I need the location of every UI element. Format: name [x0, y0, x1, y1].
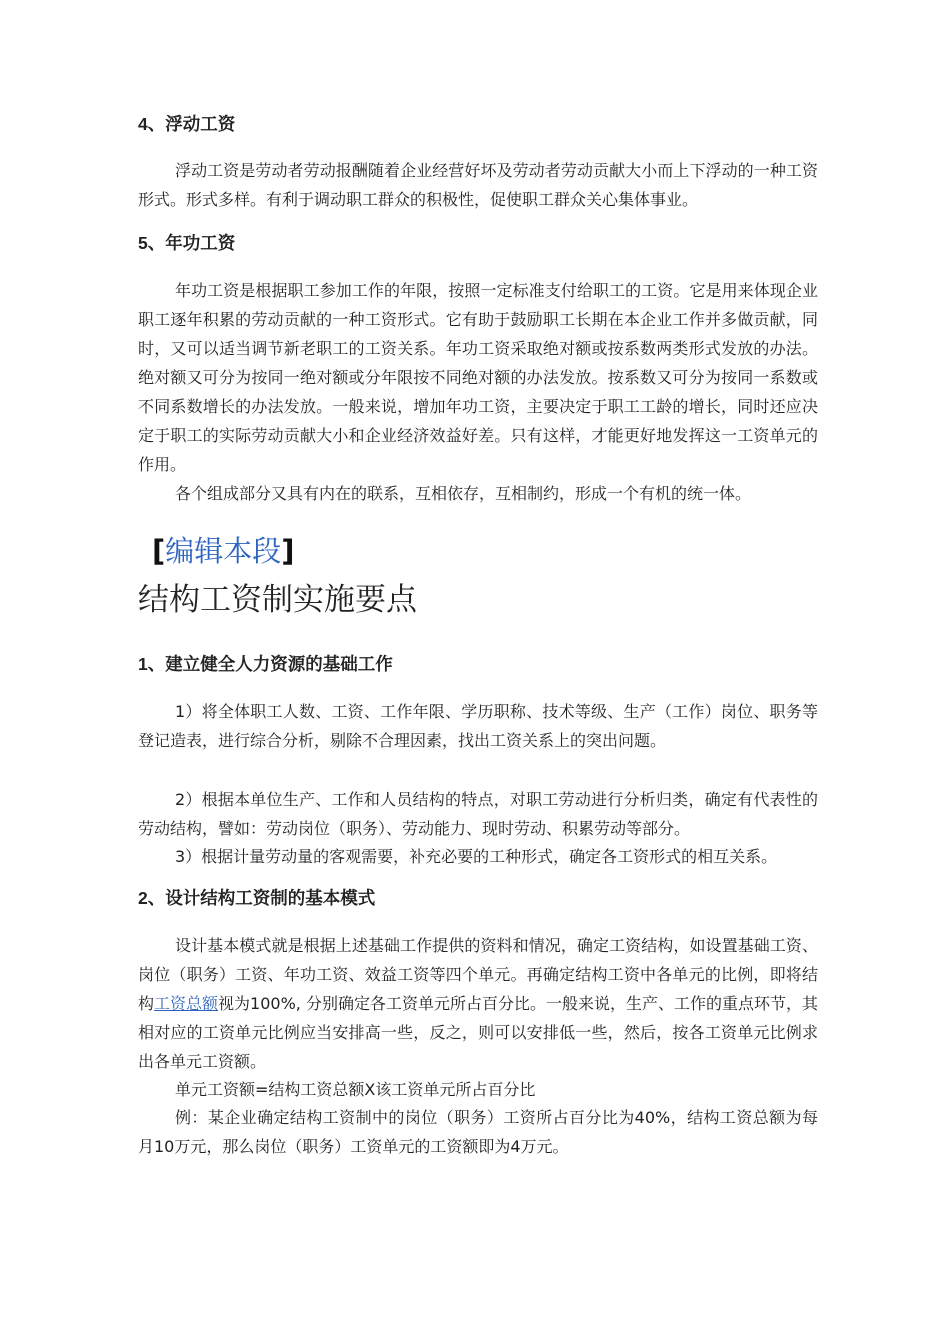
heading-number: 2 — [138, 888, 148, 908]
heading-text: 、设计结构工资制的基本模式 — [147, 889, 376, 909]
heading-text: 、建立健全人力资源的基础工作 — [147, 655, 393, 675]
floating-wage-paragraph: 浮动工资是劳动者劳动报酬随着企业经营好坏及劳动者劳动贡献大小而上下浮动的一种工资形式。形式多样。有利于调动职工群众的积极性，促使职工群众关心集体事业。 — [138, 161, 818, 209]
heading-text: 、年功工资 — [147, 234, 236, 254]
step1-item-1: 1）将全体职工人数、工资、工作年限、学历职称、技术等级、生产（工作）岗位、职务等登记造表，进行综合分析，剔除不合理因素，找出工资关系上的突出问题。 — [138, 702, 818, 750]
section-title: 结构工资制实施要点 — [138, 582, 417, 618]
paragraph-text: 设计基本模式就是根据上述基础工作提供的资料和情况，确定工资结构，如设置基础工资、岗位（职务）工资、年功工资、效益工资等四个单元。再确定结构工资中各单元的比例，即将结构 — [138, 936, 818, 1013]
total-wage-link[interactable]: 工资总额 — [154, 994, 219, 1013]
heading-number: 1 — [138, 654, 148, 674]
paragraph-text: 视为100%, 分别确定各工资单元所占百分比。一般来说，生产、工作的重点环节，其相对应的工资单元比例应当安排高一些，反之，则可以安排低一些，然后，按各工资单元比例求出各单元工资额。 — [138, 994, 818, 1071]
step1-item-2: 2）根据本单位生产、工作和人员结构的特点，对职工劳动进行分析归类，确定有代表性的劳动结构，譬如：劳动岗位（职务）、劳动能力、现时劳动、积累劳动等部分。 — [138, 790, 818, 838]
bracket-close: ] — [281, 534, 295, 568]
example-paragraph: 例：某企业确定结构工资制中的岗位（职务）工资所占百分比为40%，结构工资总额为每月10万元，那么岗位（职务）工资单元的工资额即为4万元。 — [138, 1108, 818, 1156]
step-heading-basic-model — [138, 885, 375, 910]
edit-section-link[interactable] — [152, 531, 295, 571]
edit-section-label[interactable]: 编辑本段 — [165, 534, 282, 568]
section-heading-seniority-wage — [138, 230, 235, 255]
heading-number: 4 — [138, 114, 148, 134]
basic-model-paragraph — [138, 931, 818, 1076]
bracket-open: [ — [152, 534, 166, 568]
summary-paragraph: 各个组成部分又具有内在的联系，互相依存，互相制约，形成一个有机的统一体。 — [175, 484, 752, 503]
formula-line: 单元工资额=结构工资总额X该工资单元所占百分比 — [175, 1080, 536, 1099]
step1-item-3: 3）根据计量劳动量的客观需要，补充必要的工种形式，确定各工资形式的相互关系。 — [175, 847, 778, 866]
seniority-wage-paragraph: 年功工资是根据职工参加工作的年限，按照一定标准支付给职工的工资。它是用来体现企业职工逐年积累的劳动贡献的一种工资形式。它有助于鼓励职工长期在本企业工作并多做贡献，同时，又可以适当调节新老职工的工资关系。年功工资采取绝对额或按系数两类形式发放的办法。绝对额又可分为按同一绝对额或分年限按不同绝对额的办法发放。按系数又可分为按同一系数或不同系数增长的办法发放。一般来说，增加年功工资，主要决定于职工工龄的增长，同时还应决定于职工的实际劳动贡献大小和企业经济效益好差。只有这样，才能更好地发挥这一工资单元的作用。 — [138, 281, 818, 474]
heading-text: 、浮动工资 — [147, 115, 236, 135]
section-heading-floating-wage — [138, 111, 235, 136]
heading-number: 5 — [138, 233, 148, 253]
step-heading-hr-basics — [138, 651, 393, 676]
